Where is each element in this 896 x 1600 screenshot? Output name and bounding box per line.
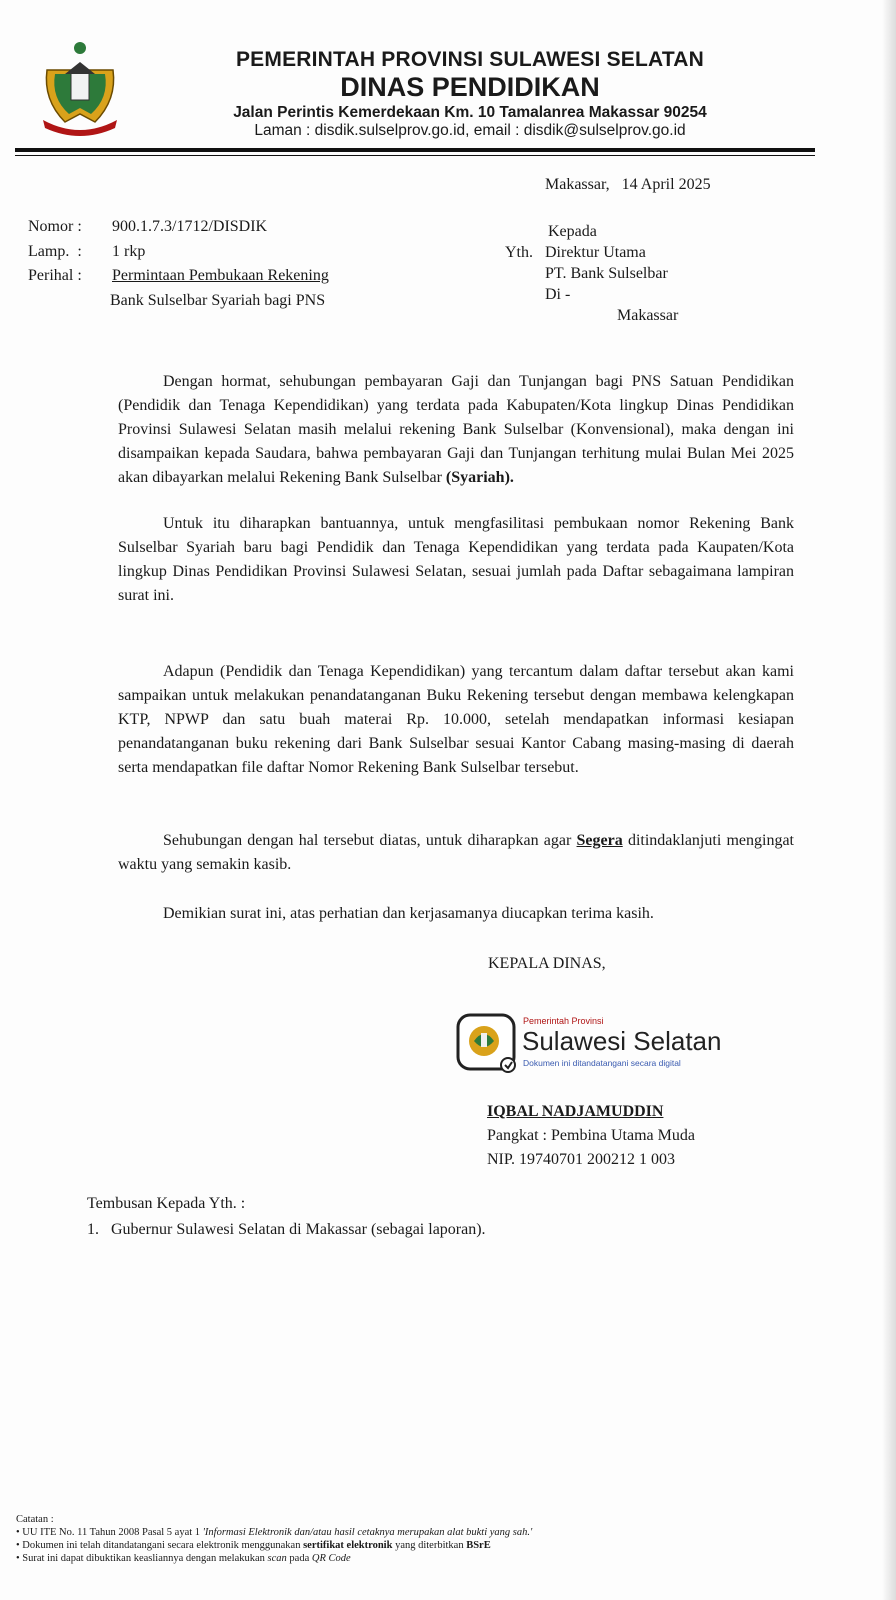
badge-tagline: Dokumen ini ditandatangani secara digital: [523, 1058, 681, 1068]
letterhead-thick-rule: [15, 148, 815, 152]
note-2: [16, 1539, 491, 1552]
letterhead-thin-rule: [15, 155, 815, 156]
body-paragraph-3: Adapun (Pendidik dan Tenaga Kependidikan) yang tercantum dalam daftar tersebut akan kami sampaikan untuk melakukan penandatanganan Buku Rekening tersebut dengan membawa kelengkapan KTP, NPWP dan satu buah materai Rp. 10.000, setelah mendapatkan informasi kesiapan penandatanganan buku rekening dari Bank Sulselbar sesuai Kantor Cabang masing-masing di daerah serta mendapatkan file daftar Nomor Rekening Bank Sulselbar tersebut.: [118, 663, 794, 776]
body-paragraph-2: Untuk itu diharapkan bantuannya, untuk mengfasilitasi pembukaan nomor Rekening Bank Sulselbar Syariah baru bagi Pendidik dan Tenaga Kependidikan yang terdata pada Kaupaten/Kota lingkup Dinas Pendidikan Provinsi Sulawesi Selatan, sesuai jumlah pada Daftar sebagaimana lampiran surat ini.: [118, 515, 794, 604]
perihal-line-2: Bank Sulselbar Syariah bagi PNS: [110, 292, 326, 309]
cc-item-1: 1. Gubernur Sulawesi Selatan di Makassar (sebagai laporan).: [87, 1221, 486, 1238]
signatory-name: IQBAL NADJAMUDDIN: [487, 1103, 664, 1120]
signatory-nip: NIP. 19740701 200212 1 003: [487, 1151, 676, 1168]
perihal-label: Perihal :: [28, 267, 82, 284]
letterhead-agency: DINAS PENDIDIKAN: [340, 72, 600, 102]
lamp-label: Lamp. :: [28, 243, 82, 260]
note-1-text: • UU ITE No. 11 Tahun 2008 Pasal 5 ayat 1: [16, 1527, 203, 1538]
letterhead-contact: Laman : disdik.sulselprov.go.id, email : disdik@sulselprov.go.id: [254, 122, 686, 139]
note-3-italic-1: scan: [267, 1553, 287, 1564]
note-3-text: • Surat ini dapat dibuktikan keasliannya dengan melakukan: [16, 1553, 268, 1564]
perihal-line-1: Permintaan Pembukaan Rekening: [112, 267, 329, 284]
recipient-yth: Yth.: [505, 244, 533, 261]
body-paragraph-1: [118, 370, 794, 490]
letterhead-address: Jalan Perintis Kemerdekaan Km. 10 Tamalanrea Makassar 90254: [233, 104, 707, 121]
nomor-value: 900.1.7.3/1712/DISDIK: [112, 218, 268, 235]
body-paragraph-5: Demikian surat ini, atas perhatian dan kerjasamanya diucapkan terima kasih.: [163, 905, 654, 922]
note-1-quote: 'Informasi Elektronik dan/atau hasil cetaknya merupakan alat bukti yang sah.': [202, 1527, 533, 1538]
paragraph-4-emphasis: Segera: [576, 832, 623, 849]
body-paragraph-4: [118, 829, 794, 877]
note-2-text: • Dokumen ini telah ditandatangani secara elektronik menggunakan: [16, 1540, 304, 1551]
badge-small-text: Pemerintah Provinsi: [523, 1016, 604, 1026]
note-3-mid: pada: [286, 1553, 312, 1564]
paragraph-1-text: Dengan hormat, sehubungan pembayaran Gaji dan Tunjangan bagi PNS Satuan Pendidikan (Pendidik dan Tenaga Kependidikan) yang terdata pada Kabupaten/Kota lingkup Dinas Pendidikan Provinsi Sulawesi Selatan masih melalui rekening Bank Sulselbar (Konvensional), maka dengan ini disampaikan kepada Saudara, bahwa pembayaran Gaji dan Tunjangan terhitung mulai Bulan Mei 2025 akan dibayarkan melalui Rekening Bank Sulselbar: [118, 373, 794, 486]
recipient-line-3: Di -: [545, 286, 571, 303]
paragraph-4-rest: ditindaklanjuti mengingat waktu yang semakin kasib.: [118, 832, 795, 873]
note-2-mid: yang diterbitkan: [392, 1540, 467, 1551]
digital-signature-seal-icon: [456, 1013, 520, 1073]
provincial-emblem-logo: [35, 40, 125, 136]
paragraph-4-text: Sehubungan dengan hal tersebut diatas, untuk diharapkan agar: [163, 832, 577, 849]
signatory-title: KEPALA DINAS,: [488, 955, 606, 972]
note-2-bold-2: BSrE: [466, 1540, 491, 1551]
recipient-kepada: Kepada: [548, 223, 597, 240]
note-2-bold-1: sertifikat elektronik: [303, 1540, 393, 1551]
lamp-value: 1 rkp: [112, 243, 146, 260]
paragraph-1-emphasis: (Syariah).: [445, 469, 514, 486]
nomor-label: Nomor :: [28, 218, 82, 235]
cc-heading: Tembusan Kepada Yth. :: [87, 1195, 246, 1212]
note-3: [16, 1552, 351, 1565]
signatory-rank: Pangkat : Pembina Utama Muda: [487, 1127, 695, 1144]
notes-heading: Catatan :: [16, 1514, 54, 1525]
note-3-italic-2: QR Code: [311, 1553, 351, 1564]
page-edge-shadow: [882, 0, 896, 1600]
letterhead-government: PEMERINTAH PROVINSI SULAWESI SELATAN: [235, 48, 705, 71]
note-1: [16, 1526, 532, 1539]
letter-date: Makassar, 14 April 2025: [545, 176, 711, 193]
badge-big-text: Sulawesi Selatan: [522, 1026, 722, 1056]
recipient-city: Makassar: [617, 307, 679, 324]
recipient-line-2: PT. Bank Sulselbar: [545, 265, 668, 282]
recipient-line-1: Direktur Utama: [545, 244, 646, 261]
